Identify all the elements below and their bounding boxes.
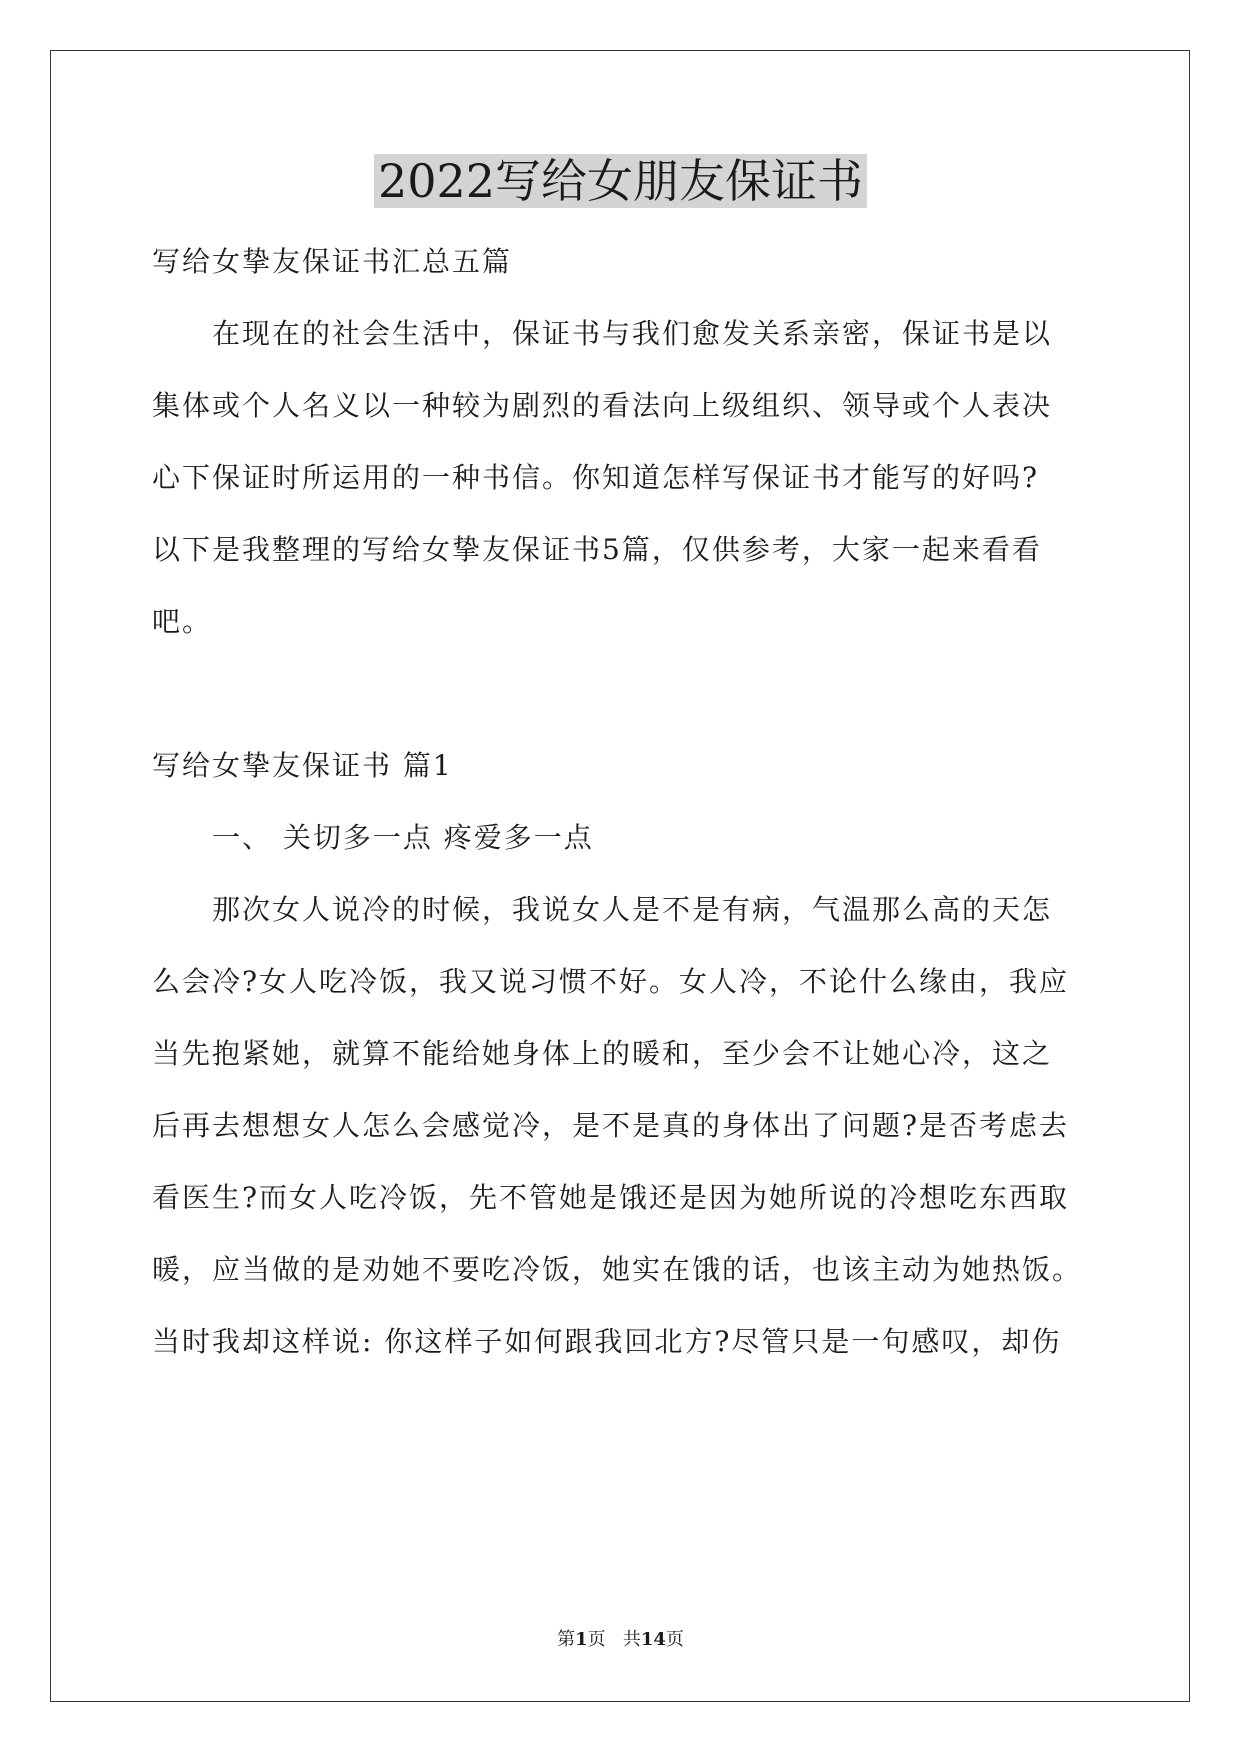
point-heading: 一、 关切多一点 疼爱多一点 (212, 821, 594, 854)
document-title (0, 152, 1241, 210)
footer-total-suffix: 页 (665, 1629, 684, 1650)
body-line-1: 那次女人说冷的时候，我说女人是不是有病，气温那么高的天怎 (212, 893, 1053, 926)
footer-current-page: 1 (575, 1629, 588, 1650)
page-footer (0, 1628, 1241, 1652)
body-line-4: 后再去想想女人怎么会感觉冷，是不是真的身体出了问题?是否考虑去 (152, 1109, 1070, 1142)
body-line-5: 看医生?而女人吃冷饭，先不管她是饿还是因为她所说的冷想吃东西取 (152, 1181, 1070, 1214)
intro-line-1: 在现在的社会生活中，保证书与我们愈发关系亲密，保证书是以 (212, 317, 1053, 350)
intro-line-4: 以下是我整理的写给女挚友保证书5篇，仅供参考，大家一起来看看 (152, 533, 1042, 566)
footer-total-pages: 14 (640, 1629, 666, 1650)
document-title-text: 2022写给女朋友保证书 (374, 154, 867, 208)
intro-line-2: 集体或个人名义以一种较为剧烈的看法向上级组织、领导或个人表决 (152, 389, 1053, 422)
page-frame (50, 50, 1190, 1702)
document-subtitle: 写给女挚友保证书汇总五篇 (152, 245, 513, 278)
body-line-2: 么会冷?女人吃冷饭，我又说习惯不好。女人冷，不论什么缘由，我应 (152, 965, 1070, 998)
intro-line-3: 心下保证时所运用的一种书信。你知道怎样写保证书才能写的好吗? (152, 461, 1040, 494)
footer-total-prefix: 共 (622, 1629, 641, 1650)
section-heading: 写给女挚友保证书 篇1 (152, 749, 453, 782)
intro-line-5: 吧。 (152, 605, 213, 638)
body-line-6: 暖，应当做的是劝她不要吃冷饭，她实在饿的话，也该主动为她热饭。 (152, 1253, 1083, 1286)
body-line-3: 当先抱紧她，就算不能给她身体上的暖和，至少会不让她心冷，这之 (152, 1037, 1053, 1070)
footer-prefix: 第 (557, 1629, 576, 1650)
footer-page-word: 页 (587, 1629, 606, 1650)
body-line-7: 当时我却这样说: 你这样子如何跟我回北方?尽管只是一句感叹，却伤 (152, 1325, 1062, 1358)
